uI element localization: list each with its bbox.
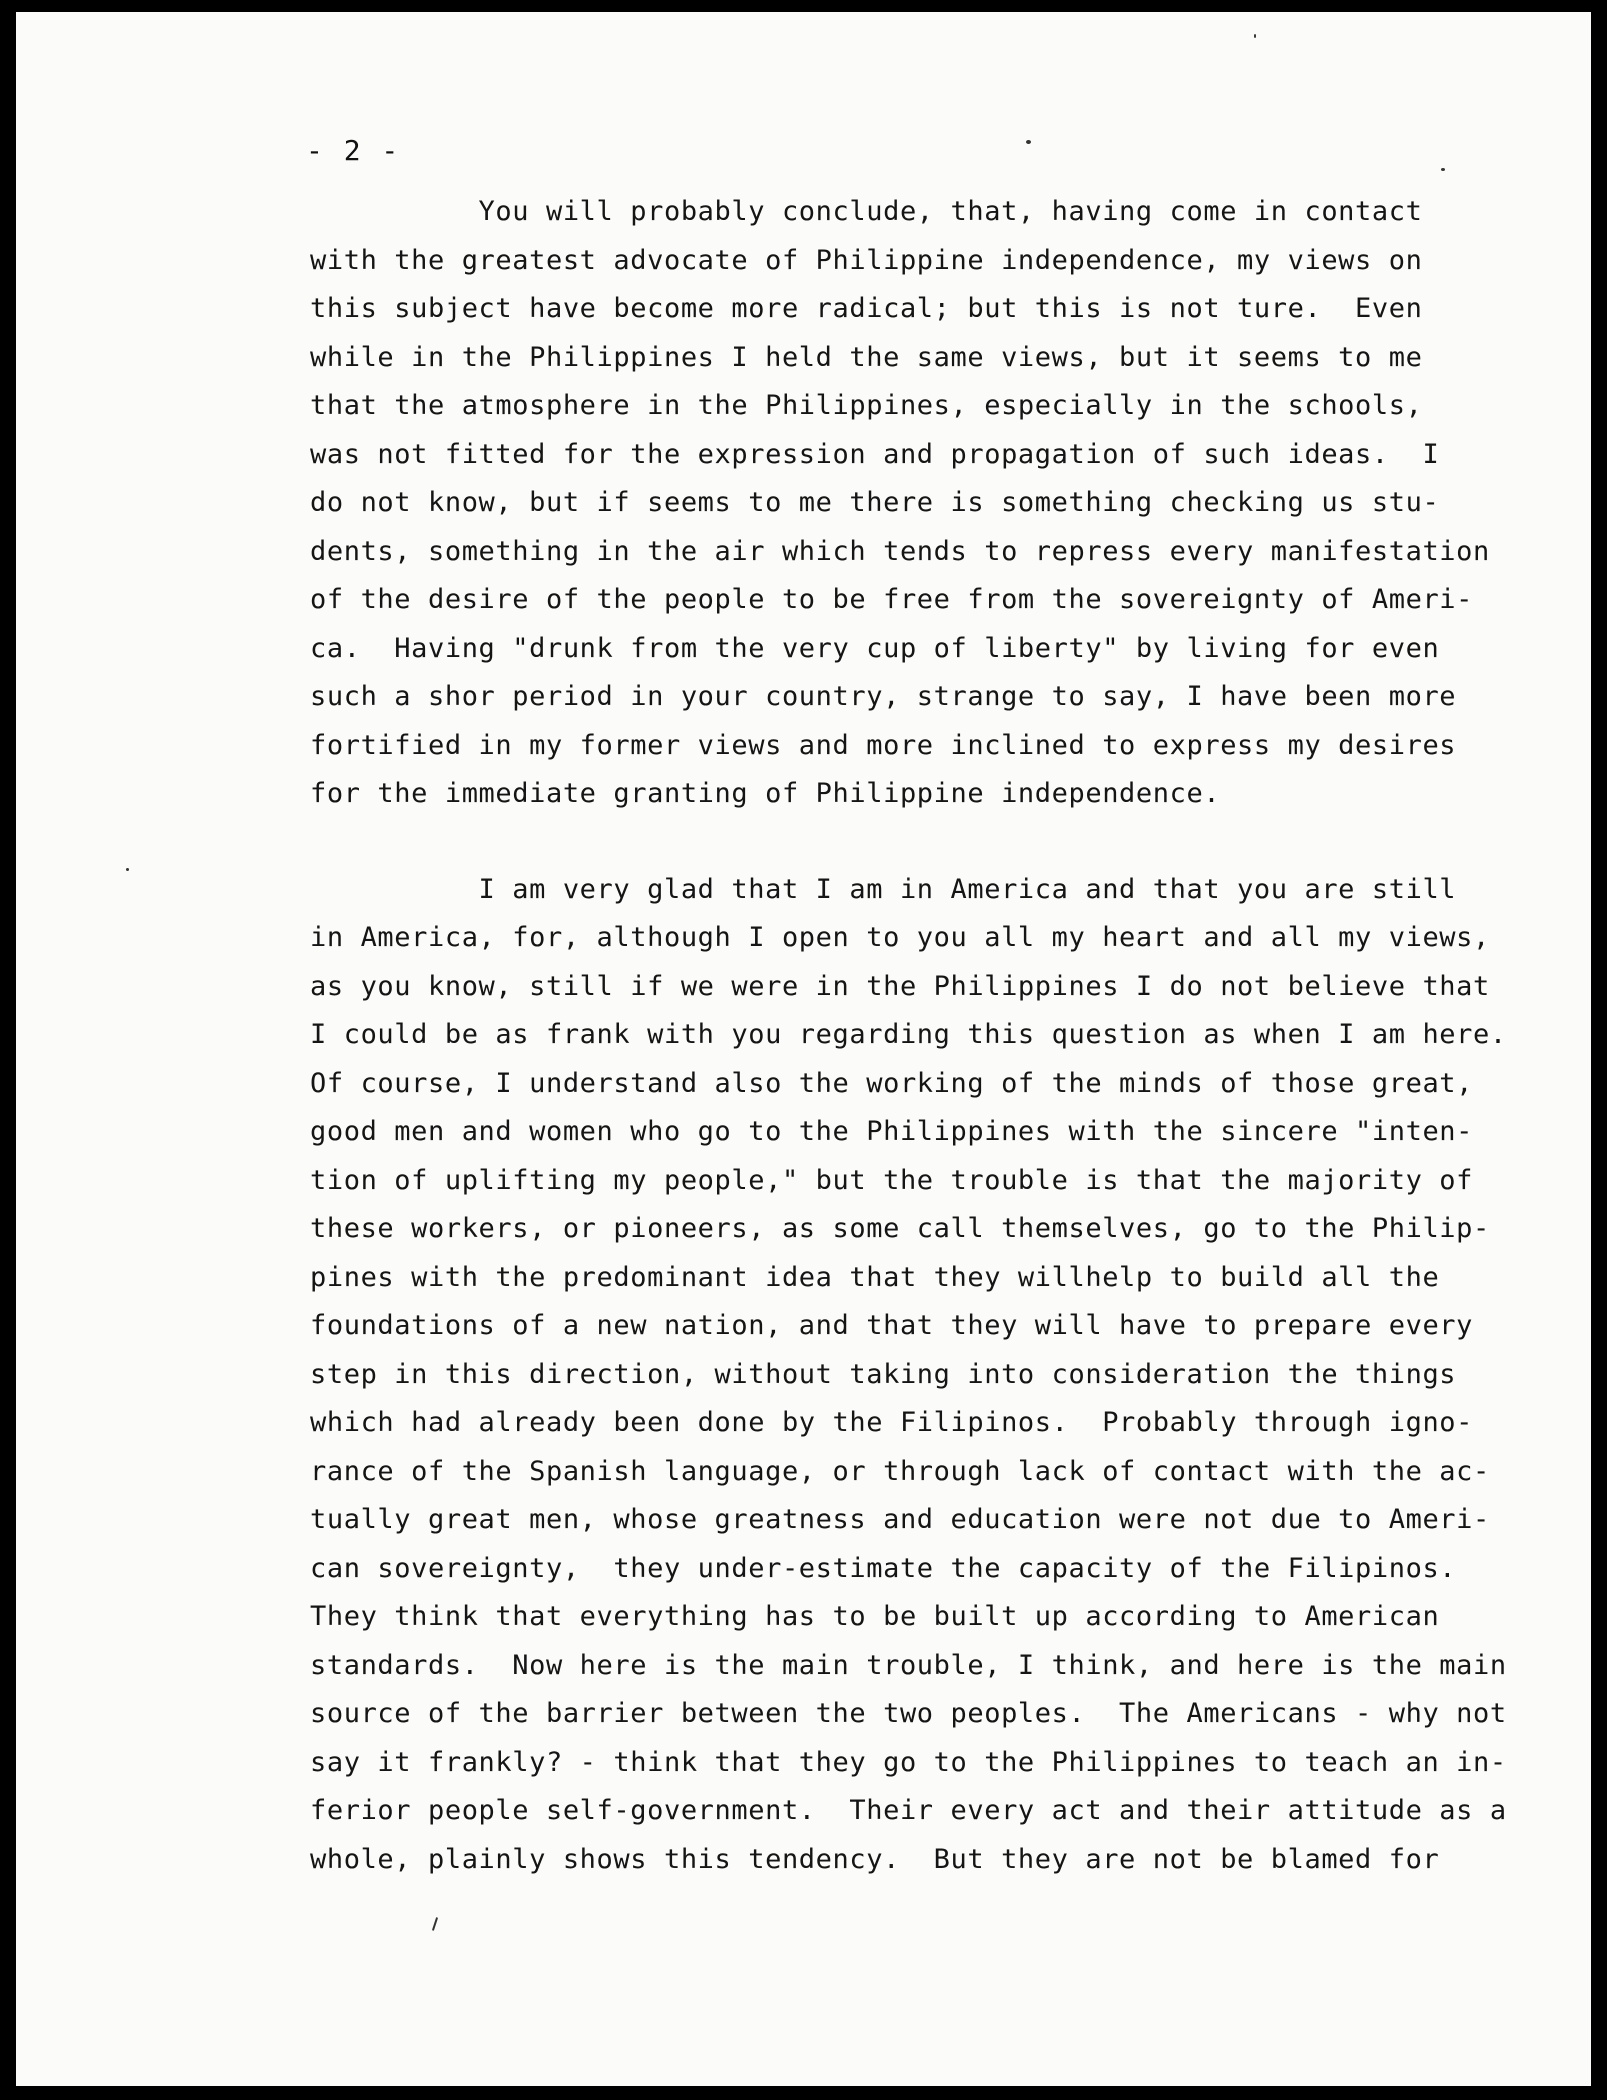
ink-speck (1026, 140, 1031, 144)
ink-speck (432, 1917, 438, 1931)
text-line: these workers, or pioneers, as some call themselves, go to the Philip- (310, 1213, 1490, 1244)
page-number: - 2 - (306, 134, 401, 167)
text-line: source of the barrier between the two peoples. The Americans - why not (310, 1698, 1507, 1729)
text-line: ferior people self-government. Their every act and their attitude as a (310, 1795, 1507, 1826)
document-page (16, 12, 1591, 2086)
text-line: in America, for, although I open to you all my heart and all my views, (310, 922, 1490, 953)
text-line: can sovereignty, they under-estimate the capacity of the Filipinos. (310, 1552, 1457, 1584)
text-line: They think that everything has to be built up according to American (310, 1601, 1440, 1632)
text-line: such a shor period in your country, strange to say, I have been more (310, 681, 1457, 712)
text-line: dents, something in the air which tends to repress every manifestation (310, 535, 1490, 567)
letter-body (310, 188, 1507, 1884)
text-line: whole, plainly shows this tendency. But they are not be blamed for (310, 1843, 1440, 1875)
text-line: which had already been done by the Filipinos. Probably through igno- (310, 1407, 1474, 1438)
text-line: I am very glad that I am in America and that you are still (310, 873, 1457, 905)
text-line: fortified in my former views and more inclined to express my desires (310, 729, 1457, 761)
text-line: standards. Now here is the main trouble, I think, and here is the main (310, 1649, 1507, 1681)
text-line: tually great men, whose greatness and education were not due to Ameri- (310, 1504, 1490, 1535)
text-line: Of course, I understand also the working of the minds of those great, (310, 1067, 1474, 1099)
text-line: You will probably conclude, that, having come in contact (310, 196, 1423, 227)
text-line: foundations of a new nation, and that they will have to prepare every (310, 1310, 1474, 1341)
text-line: ca. Having "drunk from the very cup of liberty" by living for even (310, 632, 1440, 664)
text-line: I could be as frank with you regarding this question as when I am here. (310, 1019, 1507, 1050)
text-line: pines with the predominant idea that they willhelp to build all the (310, 1261, 1440, 1293)
text-line: that the atmosphere in the Philippines, especially in the schools, (310, 390, 1423, 421)
paragraph (310, 188, 1490, 819)
text-line: do not know, but if seems to me there is something checking us stu- (310, 487, 1440, 518)
text-line: good men and women who go to the Philippines with the sincere "inten- (310, 1116, 1474, 1147)
text-line: tion of uplifting my people," but the trouble is that the majority of (310, 1164, 1474, 1196)
ink-speck (126, 868, 129, 871)
text-line: for the immediate granting of Philippine independence. (310, 778, 1221, 809)
ink-speck (1254, 34, 1256, 38)
paragraph (310, 866, 1507, 1885)
text-line: this subject have become more radical; but this is not ture. Even (310, 293, 1423, 324)
text-line: with the greatest advocate of Philippine independence, my views on (310, 244, 1423, 276)
ink-speck (1441, 168, 1445, 171)
text-line: rance of the Spanish language, or through lack of contact with the ac- (310, 1455, 1490, 1487)
text-line: of the desire of the people to be free from the sovereignty of Ameri- (310, 584, 1474, 615)
text-line: as you know, still if we were in the Philippines I do not believe that (310, 970, 1490, 1002)
text-line: was not fitted for the expression and propagation of such ideas. I (310, 438, 1440, 470)
text-line: step in this direction, without taking into consideration the things (310, 1358, 1457, 1390)
text-line: say it frankly? - think that they go to the Philippines to teach an in- (310, 1746, 1507, 1778)
text-line: while in the Philippines I held the same views, but it seems to me (310, 341, 1423, 373)
